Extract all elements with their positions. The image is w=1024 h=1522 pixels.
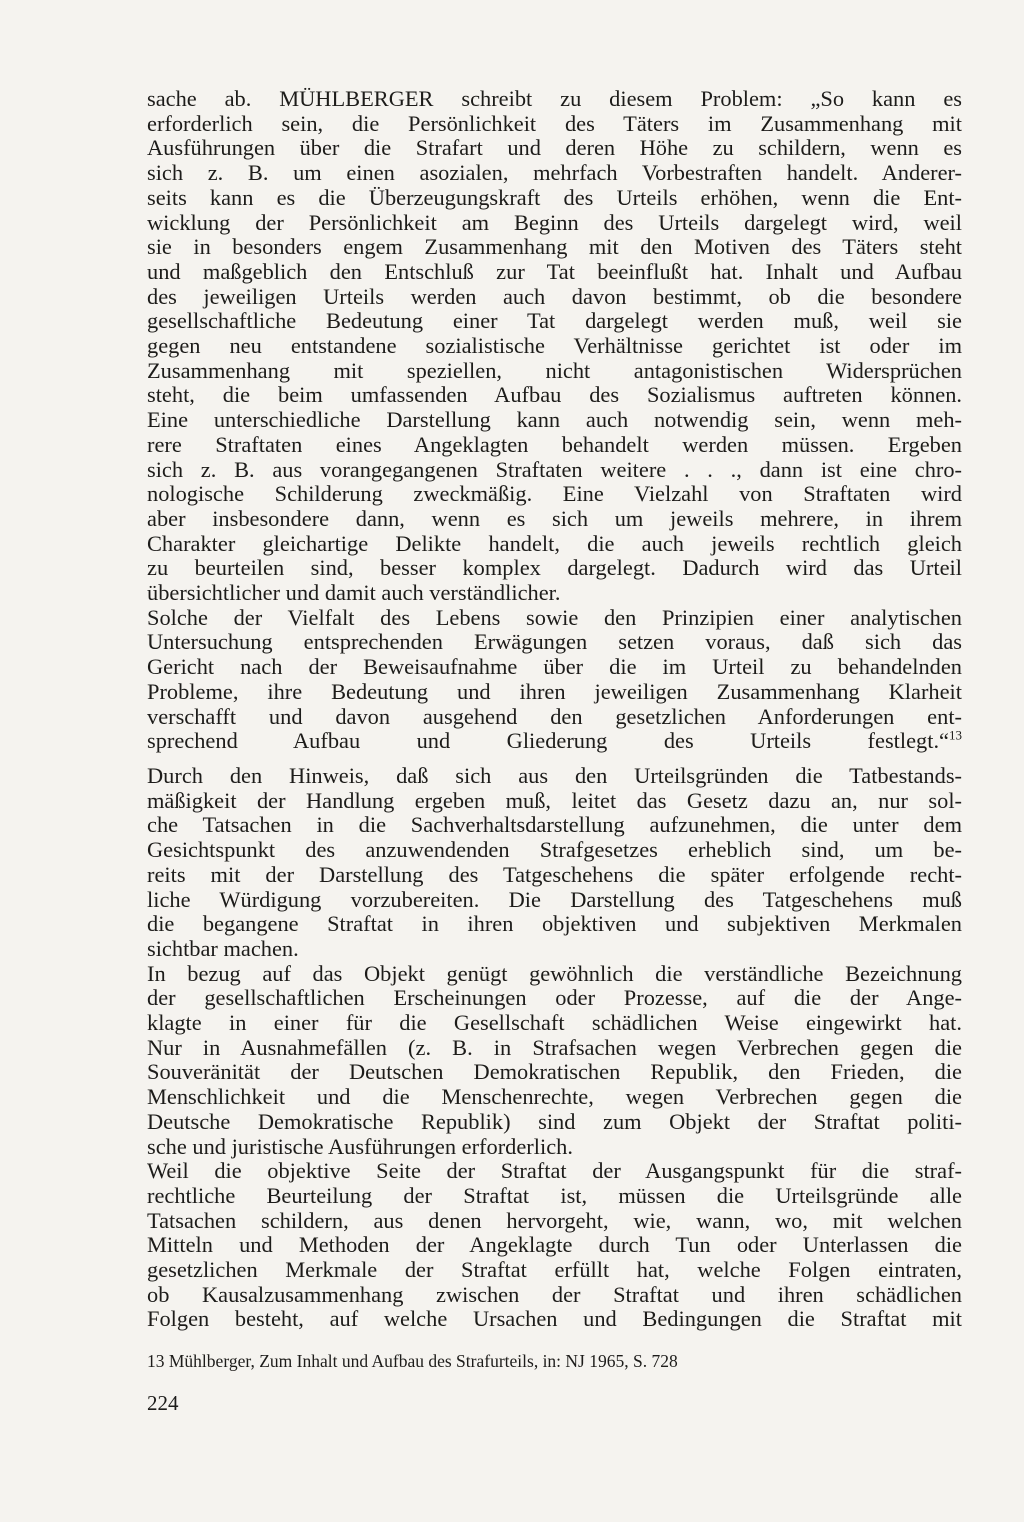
- text-line: aber insbesondere dann, wenn es sich um jeweils mehrere, in ihrem: [147, 505, 962, 531]
- text-line: gegen neu entstandene sozialistische Verhältnisse gerichtet ist oder im: [147, 333, 962, 359]
- text-line: liche Würdigung vorzubereiten. Die Darstellung des Tatgeschehens muß: [147, 886, 962, 912]
- text-line: der gesellschaftlichen Erscheinungen oder Prozesse, auf die der Ange-: [147, 985, 962, 1011]
- text-line: gesellschaftliche Bedeutung einer Tat dargelegt werden muß, weil sie: [147, 308, 962, 334]
- text-line: Charakter gleichartige Delikte handelt, die auch jeweils rechtlich gleich: [147, 530, 962, 556]
- paragraph: [147, 962, 962, 1160]
- text-line: des jeweiligen Urteils werden auch davon bestimmt, ob die besondere: [147, 283, 962, 309]
- text-line: nologische Schilderung zweckmäßig. Eine Vielzahl von Straftaten wird: [147, 481, 962, 507]
- text-line: zu beurteilen sind, besser komplex dargelegt. Dadurch wird das Urteil: [147, 555, 962, 581]
- text-line: verschafft und davon ausgehend den gesetzlichen Anforderungen ent-: [147, 703, 962, 729]
- text-line: Menschlichkeit und die Menschenrechte, wegen Verbrechen gegen die: [147, 1084, 962, 1110]
- text-line: klagte in einer für die Gesellschaft schädlichen Weise eingewirkt hat.: [147, 1010, 962, 1036]
- text-line: sache ab. MÜHLBERGER schreibt zu diesem Problem: „So kann es: [147, 86, 962, 111]
- text-line: reits mit der Darstellung des Tatgeschehens die später erfolgende recht-: [147, 861, 962, 887]
- text-line: sichtbar machen.: [147, 935, 299, 961]
- text-line: wicklung der Persönlichkeit am Beginn des Urteils dargelegt wird, weil: [147, 209, 962, 235]
- text-line: rere Straftaten eines Angeklagten behandelt werden müssen. Ergeben: [147, 431, 962, 457]
- text-line: Deutsche Demokratische Republik) sind zum Objekt der Straftat politi-: [147, 1108, 962, 1134]
- text-line: seits kann es die Überzeugungskraft des Urteils erhöhen, wenn die Ent-: [147, 184, 962, 210]
- paragraph: [147, 1159, 962, 1332]
- text-line: sche und juristische Ausführungen erforderlich.: [147, 1133, 573, 1159]
- text-line: Untersuchung entsprechenden Erwägungen setzen voraus, daß sich das: [147, 629, 962, 655]
- text-line: steht, die beim umfassenden Aufbau des Sozialismus auftreten können.: [147, 382, 962, 408]
- text-line: Zusammenhang mit speziellen, nicht antagonistischen Widersprüchen: [147, 357, 962, 383]
- text-line: ob Kausalzusammenhang zwischen der Straftat und ihren schädlichen: [147, 1281, 962, 1307]
- text-line: Solche der Vielfalt des Lebens sowie den Prinzipien einer analytischen: [147, 604, 962, 630]
- text-line: rechtliche Beurteilung der Straftat ist, müssen die Urteilsgründe alle: [147, 1182, 962, 1208]
- paragraph: [147, 87, 962, 606]
- text-line: Gesichtspunkt des anzuwendenden Strafgesetzes erheblich sind, um be-: [147, 837, 962, 863]
- text-line: übersichtlicher und damit auch verständlicher.: [147, 580, 561, 606]
- text-line: Mitteln und Methoden der Angeklagte durch Tun oder Unterlassen die: [147, 1232, 962, 1258]
- text-line: In bezug auf das Objekt genügt gewöhnlich die verständliche Bezeichnung: [147, 960, 962, 986]
- text-line: che Tatsachen in die Sachverhaltsdarstellung aufzunehmen, die unter dem: [147, 812, 962, 838]
- text-line: Tatsachen schildern, aus denen hervorgeht, wie, wann, wo, mit welchen: [147, 1207, 962, 1233]
- paragraph: [147, 606, 962, 754]
- body-text: [147, 87, 962, 1332]
- text-line: Ausführungen über die Strafart und deren Höhe zu schildern, wenn es: [147, 135, 962, 161]
- text-line: Nur in Ausnahmefällen (z. B. in Strafsachen wegen Verbrechen gegen die: [147, 1034, 962, 1060]
- text-line: sich z. B. um einen asozialen, mehrfach Vorbestraften handelt. Anderer-: [147, 160, 962, 186]
- text-line: sich z. B. aus vorangegangenen Straftaten weitere . . ., dann ist eine chro-: [147, 456, 962, 482]
- text-line: mäßigkeit der Handlung ergeben muß, leitet das Gesetz dazu an, nur sol-: [147, 787, 962, 813]
- text-line: sie in besonders engem Zusammenhang mit den Motiven des Täters steht: [147, 234, 962, 260]
- text-line: und maßgeblich den Entschluß zur Tat beeinflußt hat. Inhalt und Aufbau: [147, 258, 962, 284]
- text-line: gesetzlichen Merkmale der Straftat erfüllt hat, welche Folgen eintraten,: [147, 1257, 962, 1283]
- text-line: Souveränität der Deutschen Demokratischen Republik, den Frieden, die: [147, 1059, 962, 1085]
- text-line: erforderlich sein, die Persönlichkeit des Täters im Zusammenhang mit: [147, 110, 962, 136]
- text-line: Eine unterschiedliche Darstellung kann auch notwendig sein, wenn meh-: [147, 407, 962, 433]
- text-line: sprechend Aufbau und Gliederung des Urteils festlegt.“: [147, 728, 949, 754]
- footnote-reference: 13: [949, 727, 962, 743]
- text-line: Folgen besteht, auf welche Ursachen und Bedingungen die Straftat mit: [147, 1306, 962, 1332]
- paragraph: [147, 764, 962, 962]
- page-number: 224: [147, 1391, 179, 1415]
- text-line: die begangene Straftat in ihren objektiven und subjektiven Merkmalen: [147, 911, 962, 937]
- text-line: Probleme, ihre Bedeutung und ihren jeweiligen Zusammenhang Klarheit: [147, 678, 962, 704]
- text-line: Gericht nach der Beweisaufnahme über die im Urteil zu behandelnden: [147, 654, 962, 680]
- footnote: 13 Mühlberger, Zum Inhalt und Aufbau des Strafurteils, in: NJ 1965, S. 728: [147, 1351, 678, 1371]
- text-line: Weil die objektive Seite der Straftat der Ausgangspunkt für die straf-: [147, 1158, 962, 1184]
- text-line: Durch den Hinweis, daß sich aus den Urteilsgründen die Tatbestands-: [147, 762, 962, 788]
